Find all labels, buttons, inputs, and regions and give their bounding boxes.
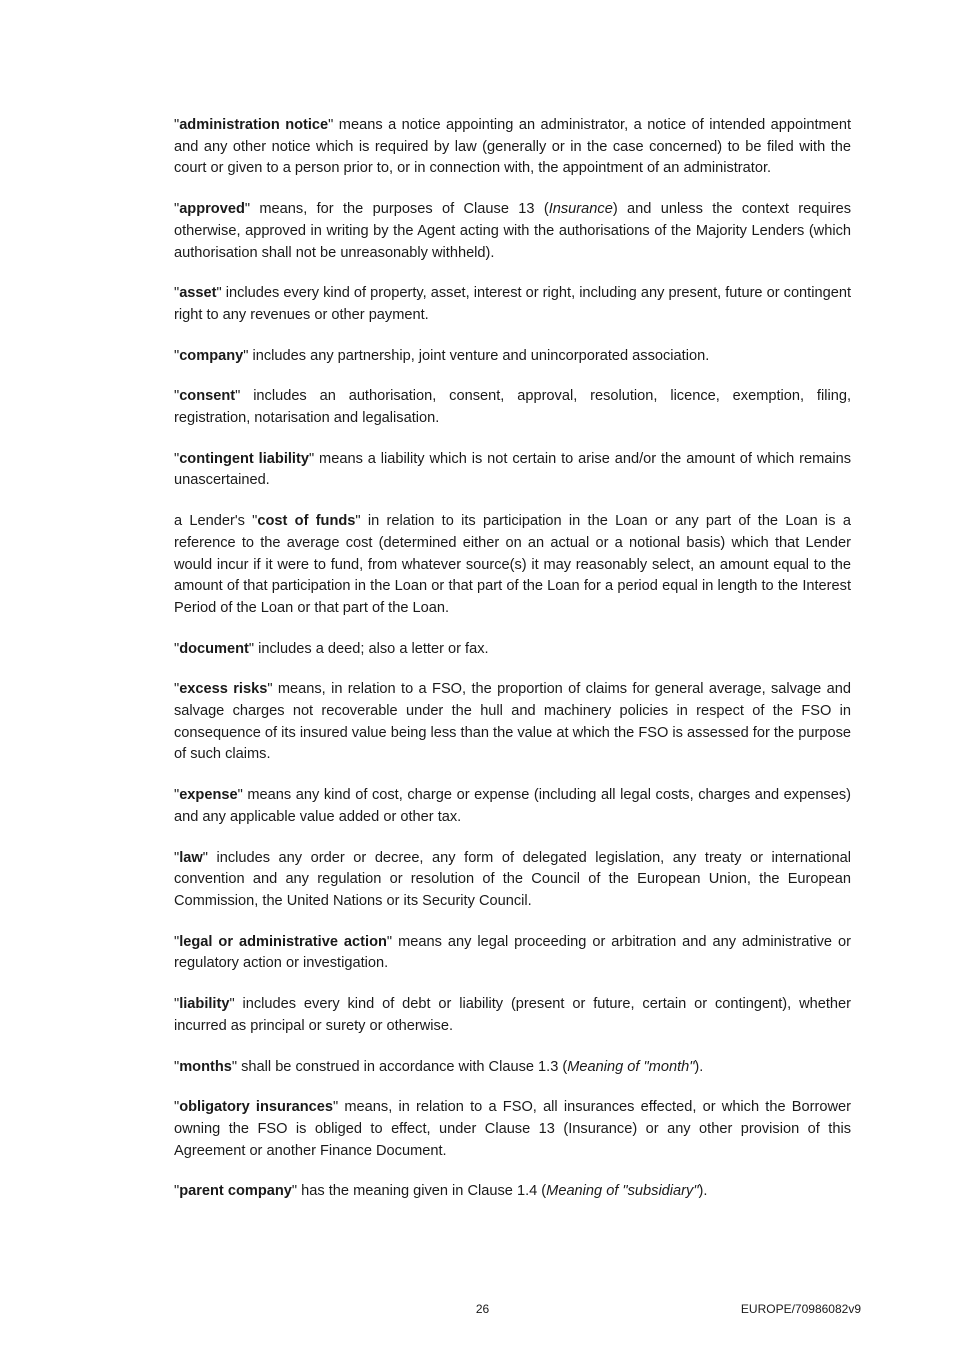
clause-reference: Meaning of "subsidiary" bbox=[546, 1183, 699, 1200]
defined-term: excess risks bbox=[179, 681, 268, 698]
definition-asset: "asset" includes every kind of property, asset, interest or right, including any present, future or contingent right to any revenues or other payment. bbox=[174, 285, 851, 323]
page-number: 26 bbox=[475, 1302, 490, 1316]
clause-reference: Meaning of "month" bbox=[567, 1058, 695, 1075]
definition-consent: "consent" includes an authorisation, consent, approval, resolution, licence, exemption, filing, registration, notarisation and legalisation. bbox=[174, 388, 851, 427]
definition-obligatory-insurances: "obligatory insurances" means, in relation to a FSO, all insurances effected, or which the Borrower owning the FSO is obliged to effect, under Clause 13 (Insurance) or any other provision of this Agreement or another Finance Document. bbox=[174, 1099, 851, 1159]
defined-term: consent bbox=[179, 388, 236, 405]
definitions-list bbox=[174, 115, 851, 1222]
clause-reference: Insurance bbox=[548, 201, 613, 218]
defined-term: law bbox=[179, 849, 203, 866]
defined-term: months bbox=[179, 1058, 232, 1075]
defined-term: document bbox=[179, 640, 249, 657]
defined-term: obligatory insurances bbox=[179, 1099, 333, 1116]
defined-term: expense bbox=[179, 787, 238, 804]
defined-term: administration notice bbox=[179, 117, 329, 133]
defined-term: parent company bbox=[179, 1183, 292, 1200]
definition-law: "law" includes any order or decree, any form of delegated legislation, any treaty or international convention and any regulation or resolution of the Council of the European Union, the European Commission, the United Nations or its Security Council. bbox=[174, 849, 851, 909]
definition-administration-notice: "administration notice" means a notice appointing an administrator, a notice of intended appointment and any other notice which is required by law (generally or in the case concerned) to be filed with the court or given to a person prior to, or in connection with, the appointment of an administrator. bbox=[174, 117, 852, 177]
definition-cost-of-funds: a Lender's "cost of funds" in relation to its participation in the Loan or any part of the Loan is a reference to the average cost (determined either on an actual or a notional basis) which that Lender would incur if it were to fund, from whatever source(s) it may reasonably select, an amount equal to the amount of that participation in the Loan or that part of the Loan for a period equal in length to the Interest Period of the Loan or that part of the Loan. bbox=[174, 513, 851, 616]
definition-excess-risks: "excess risks" means, in relation to a FSO, the proportion of claims for general average, salvage and salvage charges not recoverable under the hull and machinery policies in respect of the FSO in consequence of its insured value being less than the value at which the FSO is assessed for the purpose of such claims. bbox=[174, 681, 851, 763]
definition-approved: "approved" means, for the purposes of Clause 13 (Insurance) and unless the context requires otherwise, approved in writing by the Agent acting with the authorisations of the Majority Lenders (which authorisation shall not be unreasonably withheld). bbox=[174, 201, 851, 261]
defined-term: liability bbox=[179, 996, 230, 1013]
defined-term: company bbox=[179, 347, 244, 364]
definition-expense: "expense" means any kind of cost, charge or expense (including all legal costs, charges and expenses) and any applicable value added or other tax. bbox=[174, 787, 851, 825]
defined-term: contingent liability bbox=[179, 450, 309, 467]
defined-term: approved bbox=[179, 201, 245, 218]
definition-document: "document" includes a deed; also a letter or fax. bbox=[174, 640, 489, 657]
document-reference: EUROPE/70986082v9 bbox=[740, 1302, 861, 1316]
defined-term: cost of funds bbox=[257, 513, 356, 530]
definition-contingent-liability: "contingent liability" means a liability which is not certain to arise and/or the amount of which remains unascertained. bbox=[174, 450, 852, 489]
definition-months: "months" shall be construed in accordance with Clause 1.3 (Meaning of "month"). bbox=[174, 1058, 704, 1075]
definition-company: "company" includes any partnership, joint venture and unincorporated association. bbox=[174, 347, 710, 364]
definition-parent-company: "parent company" has the meaning given in Clause 1.4 (Meaning of "subsidiary"). bbox=[174, 1183, 708, 1200]
definition-liability: "liability" includes every kind of debt or liability (present or future, certain or contingent), whether incurred as principal or surety or otherwise. bbox=[174, 996, 851, 1034]
defined-term: asset bbox=[179, 285, 217, 302]
definition-legal-or-administrative-action: "legal or administrative action" means any legal proceeding or arbitration and any administrative or regulatory action or investigation. bbox=[174, 933, 851, 972]
defined-term: legal or administrative action bbox=[179, 933, 387, 950]
